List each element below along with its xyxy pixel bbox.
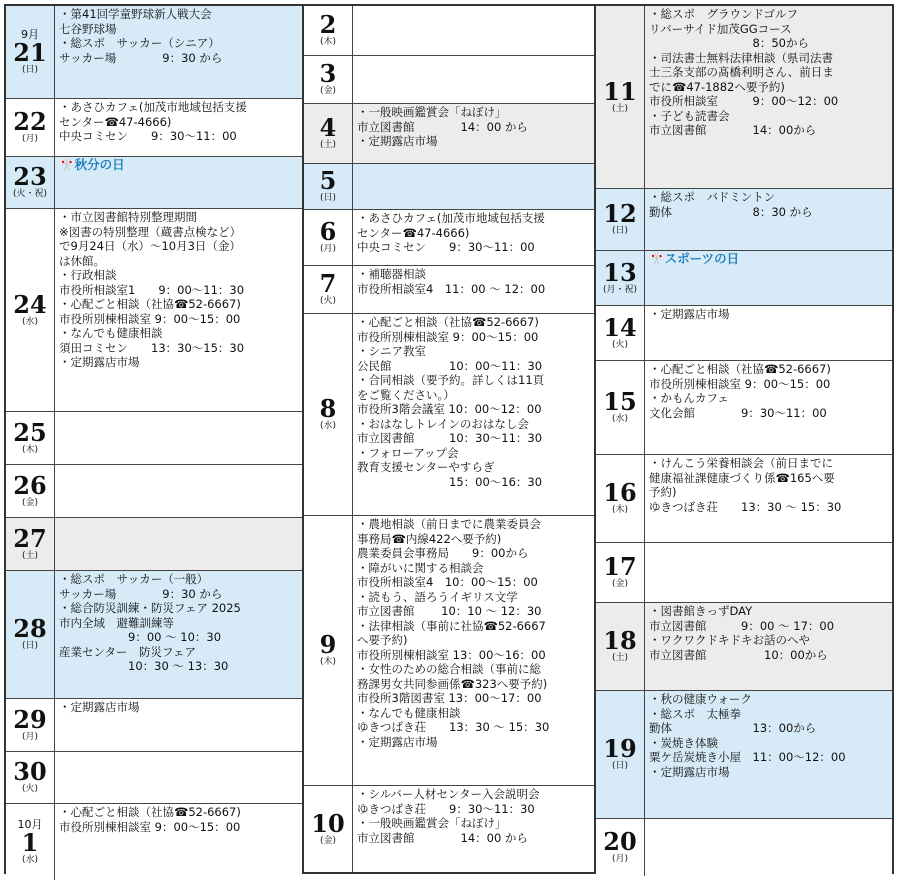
event-list: [645, 6, 892, 188]
event-list: [353, 314, 594, 515]
date-cell: [304, 6, 353, 55]
event-line: ※図書の特別整理（蔵書点検など）: [59, 224, 242, 239]
event-list: [645, 603, 892, 690]
event-line: 9：00 ～ 10：30: [59, 630, 222, 644]
day-row-9: [304, 516, 594, 786]
date-cell: [304, 210, 353, 265]
date-cell: [596, 251, 645, 305]
date-cell: [304, 516, 353, 785]
date-cell: [6, 157, 55, 208]
event-line: ゆきつばき荘 9：30～11：30: [357, 801, 535, 816]
event-line: ・あさひカフェ(加茂市地域包括支援: [59, 100, 247, 114]
event-list: [645, 691, 892, 818]
event-line: ・補聴器相談: [357, 267, 426, 281]
day-number: 12: [603, 199, 637, 228]
day-number: 6: [319, 217, 337, 246]
event-list: [353, 210, 594, 265]
day-row-6: [304, 210, 594, 266]
weekday-label: (金): [21, 497, 39, 508]
event-line: 市立図書館 14：00から: [649, 123, 817, 137]
event-line: 8：50から: [649, 36, 809, 50]
event-line: ・農地相談（前日までに農業委員会: [357, 517, 541, 531]
event-line: 10：30 ～ 13：30: [59, 659, 229, 673]
weekday-label: (火): [319, 296, 337, 306]
event-line: ・読もう、語ろうイギリス文学: [357, 589, 518, 604]
day-row-16: [596, 455, 892, 543]
event-line: ・総スポ バドミントン: [649, 190, 776, 204]
day-number: 19: [603, 734, 637, 763]
day-number: 26: [13, 470, 47, 500]
date-cell: [304, 164, 353, 209]
event-line: ・秋の健康ウォーク: [649, 692, 753, 706]
event-line: センター☎47-4666): [59, 114, 172, 129]
holiday-name: 🎌スポーツの日: [649, 252, 740, 266]
event-list: [353, 786, 594, 872]
event-line: 市役所相談室 9：00～12：00: [649, 94, 839, 108]
day-row-25: [6, 412, 302, 465]
event-list: [55, 99, 302, 156]
event-line: ・炭焼き体験: [649, 735, 718, 750]
event-line: ・なんでも健康相談: [59, 326, 163, 340]
weekday-label: (水): [21, 854, 39, 865]
weekday-label: (金): [611, 579, 629, 589]
weekday-label: (月・祝): [602, 284, 638, 295]
date-cell: [6, 752, 55, 803]
event-line: ・かもんカフェ: [649, 391, 729, 405]
day-row-23: [6, 157, 302, 209]
event-line: 事務局☎内線422へ要予約): [357, 531, 502, 546]
event-line: 産業センター 防災フェア: [59, 644, 196, 659]
event-list: [645, 189, 892, 250]
day-number: 28: [13, 614, 47, 643]
date-cell: [6, 804, 55, 880]
event-line: ・市立図書館特別整理期間: [59, 210, 197, 224]
event-line: ・定期露店市場: [357, 134, 438, 148]
event-list: [55, 518, 302, 570]
day-row-21: [6, 6, 302, 99]
day-number: 11: [603, 76, 637, 106]
date-cell: [6, 412, 55, 464]
day-number: 24: [13, 289, 47, 319]
day-number: 17: [603, 552, 637, 581]
day-number: 22: [13, 107, 47, 136]
date-cell: [596, 361, 645, 454]
event-line: でに☎47-1882へ要予約): [649, 79, 785, 94]
date-cell: [596, 189, 645, 250]
date-cell: [6, 571, 55, 698]
weekday-label: (日): [611, 761, 629, 771]
day-row-18: [596, 603, 892, 691]
weekday-label: (火): [611, 339, 629, 350]
weekday-label: (木): [319, 37, 337, 47]
event-line: へ要予約): [357, 633, 408, 647]
event-line: 勤体 8：30 から: [649, 204, 813, 219]
event-list: [353, 56, 594, 103]
event-list: [55, 571, 302, 698]
weekday-label: (金): [319, 835, 337, 846]
day-number: 1: [21, 827, 39, 857]
day-row-19: [596, 691, 892, 819]
event-line: ・合同相談（要予約。詳しくは11頁: [357, 373, 545, 387]
event-line: ・総スポ グラウンドゴルフ: [649, 7, 799, 21]
event-list: [353, 104, 594, 163]
event-line: ・総合防災訓練・防災フェア 2025: [59, 601, 241, 615]
event-line: ・子ども読書会: [649, 108, 730, 123]
date-cell: [6, 99, 55, 156]
day-row-27: [6, 518, 302, 571]
event-line: 市立図書館 9：00 ～ 17：00: [649, 618, 835, 633]
day-row-8: [304, 314, 594, 516]
event-line: 市役所別棟相談室 9：00～15：00: [59, 311, 241, 326]
calendar-column-3: [594, 4, 894, 874]
day-number: 13: [603, 257, 637, 287]
event-line: 市立図書館 14：00 から: [357, 830, 528, 845]
event-list: [55, 6, 302, 98]
event-line: ・総スポ サッカー（一般）: [59, 572, 209, 586]
day-number: 23: [13, 162, 47, 191]
event-list: [55, 157, 302, 208]
event-line: ・シニア教室: [357, 344, 426, 358]
date-cell: [6, 6, 55, 98]
event-list: [353, 6, 594, 55]
day-row-11: [596, 6, 892, 189]
event-list: [353, 164, 594, 209]
month-label: 9月: [21, 27, 39, 41]
event-line: ・あさひカフェ(加茂市地域包括支援: [357, 211, 545, 225]
event-line: ・なんでも健康相談: [357, 705, 461, 720]
event-line: 市内全域 避難訓練等: [59, 615, 174, 630]
day-number: 10: [311, 808, 345, 838]
event-line: 士三条支部の髙橋利明さん、前日ま: [649, 65, 834, 79]
event-line: 市立図書館 10：30～11：30: [357, 431, 543, 445]
holiday-name: 🎌秋分の日: [59, 158, 125, 172]
event-line: ・おはなしトレインのおはなし会: [357, 416, 529, 431]
event-line: 須田コミセン 13：30～15：30: [59, 340, 245, 355]
event-line: ・司法書士無料法律相談（県司法書: [649, 50, 833, 65]
day-row-5: [304, 164, 594, 210]
date-cell: [304, 786, 353, 872]
event-line: 市立図書館 10：00から: [649, 647, 828, 662]
event-line: 市役所別棟相談室 9：00～15：00: [649, 376, 831, 391]
day-row-29: [6, 699, 302, 752]
month-label: 10月: [17, 817, 43, 831]
day-number: 27: [13, 523, 47, 553]
calendar-column-2: [302, 4, 596, 874]
event-line: 務課男女共同参画係☎323へ要予約): [357, 676, 548, 691]
date-cell: [596, 306, 645, 360]
event-line: ・女性のための総合相談（事前に総: [357, 662, 541, 676]
event-line: ゆきつばき荘 13：30 ～ 15：30: [357, 720, 550, 734]
weekday-label: (土): [611, 653, 629, 663]
day-number: 29: [13, 704, 47, 734]
event-list: [353, 516, 594, 785]
day-number: 5: [319, 166, 337, 195]
calendar-column-1: [4, 4, 304, 874]
day-number: 20: [603, 827, 637, 856]
event-list: [645, 819, 892, 876]
event-list: [55, 209, 302, 411]
weekday-label: (月): [611, 854, 629, 864]
event-line: をご覧ください。）: [357, 387, 455, 402]
day-number: 7: [319, 269, 337, 298]
day-row-1: [6, 804, 302, 880]
day-row-13: [596, 251, 892, 306]
weekday-label: (金): [319, 86, 337, 96]
event-line: ・定期露店市場: [59, 355, 140, 369]
event-line: で9月24日（水）～10月3日（金）: [59, 239, 241, 253]
day-row-14: [596, 306, 892, 361]
date-cell: [6, 209, 55, 411]
weekday-label: (土): [319, 140, 337, 150]
date-cell: [6, 465, 55, 517]
event-line: ・心配ごと相談（社協☎52-6667): [59, 805, 241, 819]
event-line: ・ワクワクドキドキお話のへや: [649, 633, 810, 647]
day-number: 2: [319, 10, 337, 39]
event-line: ・図書館きっずDAY: [649, 604, 753, 618]
day-number: 18: [603, 626, 637, 655]
event-list: [55, 752, 302, 803]
event-line: 市役所3階会議室 10：00～12：00: [357, 402, 542, 416]
day-row-10: [304, 786, 594, 872]
event-list: [353, 266, 594, 313]
weekday-label: (日): [21, 64, 39, 75]
date-cell: [596, 691, 645, 818]
weekday-label: (火): [21, 784, 39, 794]
date-cell: [304, 56, 353, 103]
event-line: 市役所別棟相談室 9：00～15：00: [59, 819, 241, 834]
event-list: [645, 455, 892, 542]
weekday-label: (日): [611, 226, 629, 236]
day-row-30: [6, 752, 302, 804]
day-number: 21: [13, 37, 47, 67]
weekday-label: (土): [21, 550, 39, 561]
weekday-label: (火・祝): [12, 189, 48, 199]
day-row-2: [304, 6, 594, 56]
event-line: 市役所相談室4 11：00 ～ 12：00: [357, 281, 546, 296]
weekday-label: (水): [319, 421, 337, 431]
day-row-24: [6, 209, 302, 412]
event-line: ・フォローアップ会: [357, 445, 459, 460]
event-line: サッカー場 9：30 から: [59, 586, 223, 601]
event-line: 市立図書館 14：00 から: [357, 119, 528, 134]
event-line: ・総スポ サッカー（シニア）: [59, 36, 220, 50]
date-cell: [304, 314, 353, 515]
event-line: ・行政相談: [59, 268, 117, 282]
event-line: ・第41回学童野球新人戦大会: [59, 7, 212, 21]
day-row-22: [6, 99, 302, 157]
event-line: サッカー場 9：30 から: [59, 50, 223, 65]
event-line: ・一般映画鑑賞会「ねぼけ」: [357, 816, 507, 830]
day-row-17: [596, 543, 892, 603]
event-line: 市役所3階図書室 13：00～17：00: [357, 691, 542, 705]
weekday-label: (土): [611, 103, 629, 114]
weekday-label: (木): [611, 505, 629, 515]
day-number: 8: [319, 394, 337, 423]
event-line: 粟ケ岳炭焼き小屋 11：00～12：00: [649, 750, 846, 764]
date-cell: [304, 266, 353, 313]
event-line: ・けんこう栄養相談会（前日までに: [649, 456, 833, 470]
event-list: [55, 699, 302, 751]
weekday-label: (月): [21, 731, 39, 742]
date-cell: [596, 455, 645, 542]
day-number: 16: [603, 478, 637, 507]
event-line: ・定期露店市場: [649, 764, 730, 779]
event-list: [645, 251, 892, 305]
event-line: 市役所別棟相談室 13：00～16：00: [357, 647, 546, 662]
day-number: 15: [603, 387, 637, 416]
day-row-3: [304, 56, 594, 104]
weekday-label: (月): [319, 244, 337, 254]
event-list: [55, 465, 302, 517]
day-row-20: [596, 819, 892, 876]
weekday-label: (水): [611, 414, 629, 424]
event-line: ・法律相談（事前に社協☎52-6667: [357, 618, 546, 633]
date-cell: [6, 699, 55, 751]
date-cell: [596, 603, 645, 690]
weekday-label: (木): [319, 657, 337, 667]
day-row-15: [596, 361, 892, 455]
event-line: 市立図書館 10：10 ～ 12：30: [357, 604, 542, 618]
date-cell: [596, 6, 645, 188]
day-row-12: [596, 189, 892, 251]
date-cell: [596, 543, 645, 602]
event-line: ・シルバー人材センター入会説明会: [357, 787, 540, 801]
event-line: 文化会館 9：30～11：00: [649, 405, 827, 420]
event-list: [55, 804, 302, 880]
event-line: ・総スポ 太極拳: [649, 706, 741, 721]
date-cell: [6, 518, 55, 570]
event-line: ・一般映画鑑賞会「ねぼけ」: [357, 105, 507, 119]
event-line: 市役所別棟相談室 9：00～15：00: [357, 329, 539, 344]
event-line: 中央コミセン 9：30～11：00: [357, 240, 535, 254]
event-line: ・定期露店市場: [59, 700, 140, 714]
event-line: ・心配ごと相談（社協☎52-6667): [357, 315, 539, 329]
weekday-label: (水): [21, 316, 39, 327]
event-line: 市役所相談室1 9：00～11：30: [59, 282, 245, 297]
day-row-26: [6, 465, 302, 518]
event-line: は休館。: [59, 253, 105, 268]
day-number: 14: [603, 312, 637, 342]
event-line: ・定期露店市場: [357, 734, 438, 749]
weekday-label: (日): [319, 193, 337, 203]
date-cell: [304, 104, 353, 163]
event-line: ゆきつばき荘 13：30 ～ 15：30: [649, 499, 842, 514]
event-line: 健康福祉課健康づくり係☎165へ要: [649, 470, 835, 485]
day-number: 9: [319, 630, 337, 659]
event-line: 勤体 13：00から: [649, 721, 817, 735]
event-line: 農業委員会事務局 9：00から: [357, 546, 529, 560]
event-line: 教育支援センターやすらぎ: [357, 460, 495, 474]
event-line: ・定期露店市場: [649, 307, 730, 321]
event-line: リバーサイド加茂GGコース: [649, 21, 792, 36]
event-line: ・心配ごと相談（社協☎52-6667): [59, 297, 241, 311]
day-row-28: [6, 571, 302, 699]
event-line: 中央コミセン 9：30～11：00: [59, 129, 237, 143]
event-list: [645, 361, 892, 454]
date-cell: [596, 819, 645, 876]
event-line: 市役所相談室4 10：00～15：00: [357, 575, 538, 589]
day-row-7: [304, 266, 594, 314]
event-line: 七谷野球場: [59, 21, 117, 36]
event-line: 公民館 10：00～11：30: [357, 358, 543, 373]
weekday-label: (日): [21, 641, 39, 651]
day-number: 3: [319, 59, 337, 88]
event-line: 予約): [649, 485, 677, 499]
event-calendar: [4, 4, 894, 874]
day-number: 30: [13, 757, 47, 786]
event-line: センター☎47-4666): [357, 225, 470, 240]
day-number: 25: [13, 417, 47, 447]
event-list: [645, 543, 892, 602]
event-line: ・障がいに関する相談会: [357, 560, 484, 575]
weekday-label: (木): [21, 444, 39, 455]
weekday-label: (月): [21, 134, 39, 144]
event-list: [55, 412, 302, 464]
day-row-4: [304, 104, 594, 164]
event-list: [645, 306, 892, 360]
event-line: 15：00～16：30: [357, 474, 543, 489]
event-line: ・心配ごと相談（社協☎52-6667): [649, 362, 831, 376]
day-number: 4: [319, 113, 337, 142]
